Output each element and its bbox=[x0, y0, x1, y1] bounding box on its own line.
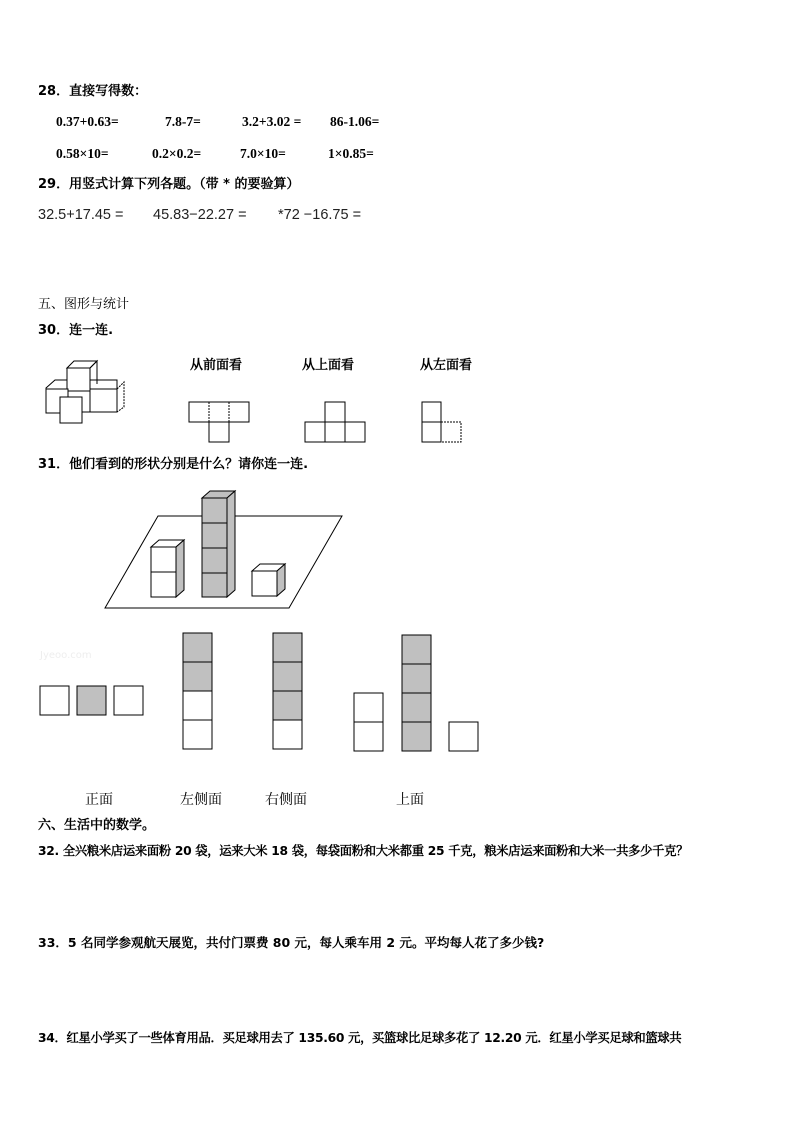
section-6-heading: 六、生活中的数学。 bbox=[38, 818, 156, 833]
front-view-square bbox=[40, 686, 69, 715]
view-label-top: 从上面看 bbox=[302, 358, 355, 373]
view-label-left: 从左面看 bbox=[420, 358, 473, 373]
q28-title: 28．直接写得数： bbox=[38, 84, 148, 99]
q28-item: 0.2×0.2= bbox=[152, 146, 202, 161]
q28-item: 86-1.06= bbox=[330, 114, 380, 129]
q28-item: 7.0×10= bbox=[240, 146, 286, 161]
option-label: 右侧面 bbox=[265, 792, 307, 808]
option-label: 上面 bbox=[396, 792, 424, 808]
q31-title: 31．他们看到的形状分别是什么？请你连一连. bbox=[38, 457, 309, 472]
q28-item: 7.8-7= bbox=[165, 114, 201, 129]
q30-title: 30．连一连. bbox=[38, 323, 114, 338]
view-label-front: 从前面看 bbox=[190, 358, 243, 373]
q33-text: 33．5 名同学参观航天展览，共付门票费 80 元，每人乘车用 2 元。平均每人花了多少钱? bbox=[38, 935, 545, 950]
option-label: 正面 bbox=[85, 792, 113, 808]
q28-item: 0.58×10= bbox=[56, 146, 109, 161]
q32-text: 32. 全兴粮米店运来面粉 20 袋，运来大米 18 袋，每袋面粉和大米都重 25 千克，粮米店运来面粉和大米一共多少千克？ bbox=[38, 844, 689, 858]
q28-item: 0.37+0.63= bbox=[56, 114, 119, 129]
q28-item: 3.2+3.02 = bbox=[242, 114, 302, 129]
q29-title: 29．用竖式计算下列各题。（带 * 的要验算） bbox=[38, 177, 300, 192]
q34-text: 34．红星小学买了一些体育用品．买足球用去了 135.60 元，买篮球比足球多花了 12.20 元．红星小学买足球和篮球共 bbox=[38, 1031, 682, 1045]
section-5-heading: 五、图形与统计 bbox=[38, 297, 130, 312]
front-view-square bbox=[77, 686, 106, 715]
option-label: 左侧面 bbox=[180, 792, 222, 808]
q29-expr: 45.83−22.27 = bbox=[153, 207, 247, 223]
q29-expr: *72 −16.75 = bbox=[278, 207, 362, 223]
q28-item: 1×0.85= bbox=[328, 146, 374, 161]
q29-expr: 32.5+17.45 = bbox=[38, 207, 124, 223]
watermark: Jyeoo.com bbox=[40, 650, 92, 661]
front-view-square bbox=[114, 686, 143, 715]
